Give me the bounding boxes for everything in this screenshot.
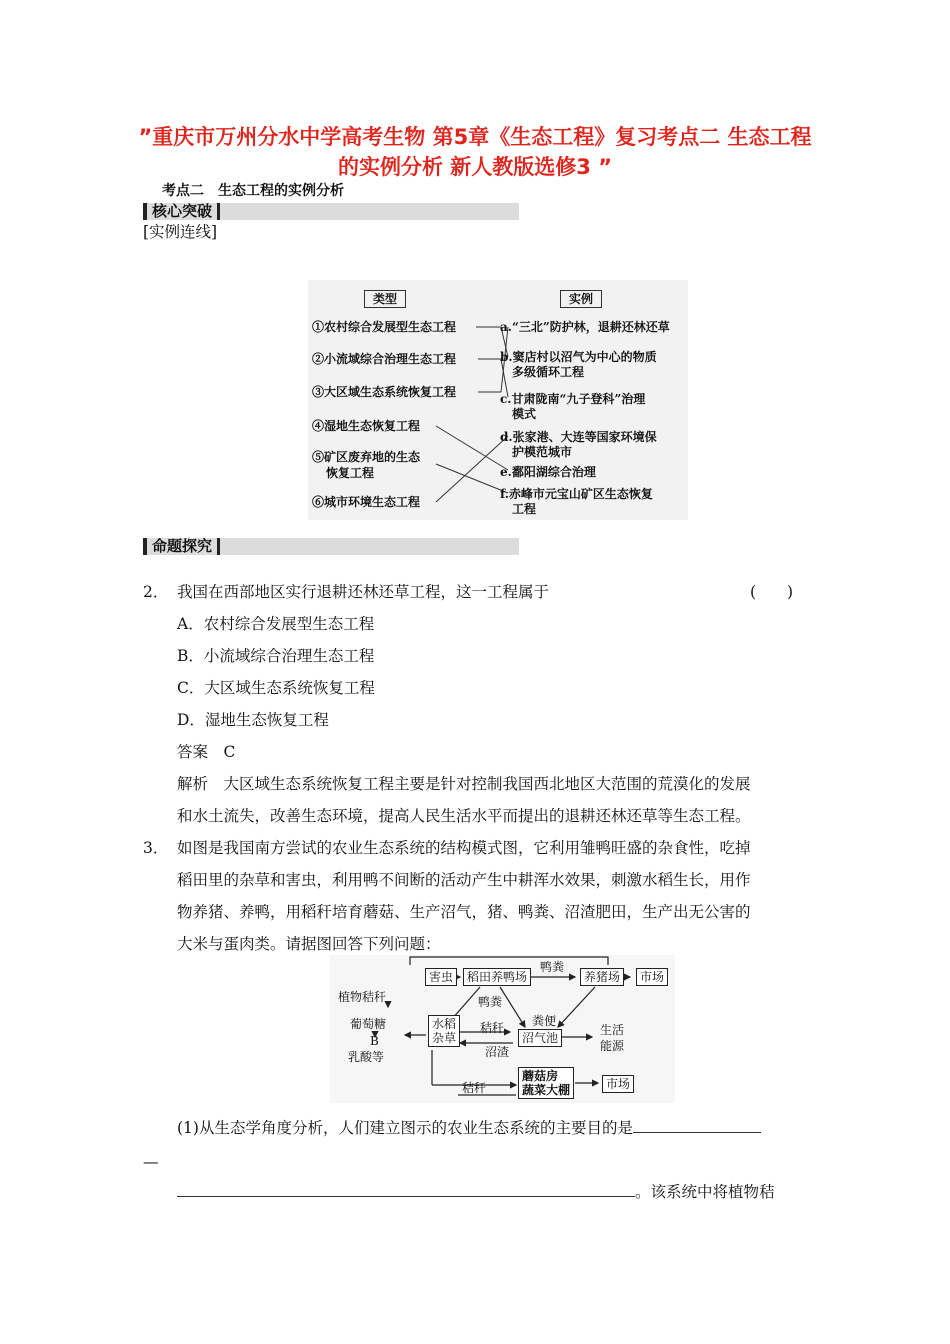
type-item: ④湿地生态恢复工程 — [312, 419, 421, 433]
rice-label: 水稻 — [432, 1017, 457, 1031]
node-glucose: 葡萄糖 — [350, 1017, 387, 1031]
option-c: C．大区域生态系统恢复工程 — [177, 679, 375, 697]
question-line: 大米与蛋肉类。请据图回答下列问题： — [177, 935, 441, 953]
answer-blank[interactable] — [633, 1132, 761, 1133]
type-item: ②小流域综合治理生态工程 — [312, 352, 457, 366]
question-line: 稻田里的杂草和害虫，利用鸭不间断的活动产生中耕浑水效果，刺激水稻生长，用作 — [177, 871, 751, 889]
section-bar-core — [143, 203, 519, 220]
example-item: 工程 — [512, 502, 537, 516]
option-a: A．农村综合发展型生态工程 — [177, 615, 375, 633]
matching-diagram — [308, 280, 688, 520]
answer: 答案 C — [177, 743, 236, 761]
section-title: 核心突破 — [152, 202, 213, 220]
node-rice-weeds — [428, 1015, 460, 1047]
section-title: 命题探究 — [152, 537, 213, 555]
node-energy: 能源 — [600, 1039, 625, 1053]
example-item: 模式 — [512, 407, 537, 421]
question-number: 2． — [143, 583, 169, 601]
example-item: 护模范城市 — [512, 445, 573, 459]
edge-label: 鸭粪 — [540, 960, 565, 974]
sub-question-tail: 。该系统中将植物秸 — [635, 1183, 775, 1201]
edge-label: 秸秆 — [480, 1021, 505, 1035]
ecosystem-diagram — [330, 955, 675, 1103]
weeds-label: 杂草 — [432, 1031, 457, 1045]
document-title: ”重庆市万州分水中学高考生物 第5章《生态工程》复习考点二 生态工程的实例分析 新人教版选修3 ” — [138, 125, 812, 179]
edge-label: 秸秆 — [462, 1081, 487, 1095]
greenhouse-label: 蔬菜大棚 — [522, 1083, 571, 1097]
question-line: 如图是我国南方尝试的农业生态系统的结构模式图，它利用雏鸭旺盛的杂食性，吃掉 — [177, 839, 751, 857]
type-item: ①农村综合发展型生态工程 — [312, 320, 457, 334]
node-paddy-duck-farm: 稻田养鸭场 — [463, 968, 531, 986]
bar-marker — [217, 203, 220, 220]
example-item: c.甘肃陇南“九子登科”治理 — [500, 392, 646, 406]
node-market: 市场 — [636, 968, 668, 986]
question-line: 物养猪、养鸭，用稻秆培育蘑菇、生产沼气，猪、鸭粪、沼渣肥田，生产出无公害的 — [177, 903, 751, 921]
bar-marker — [143, 203, 147, 220]
example-item: d.张家港、大连等国家环境保 — [500, 430, 657, 444]
edge-label: 粪便 — [532, 1014, 557, 1028]
label-b: B — [370, 1034, 379, 1048]
type-item: ③大区域生态系统恢复工程 — [312, 385, 457, 399]
node-lactic-acid: 乳酸等 — [348, 1050, 385, 1064]
example-item: e.鄱阳湖综合治理 — [500, 465, 596, 479]
option-b: B．小流域综合治理生态工程 — [177, 647, 375, 665]
analysis-line: 解析 大区域生态系统恢复工程主要是针对控制我国西北地区大范围的荒漠化的发展 — [177, 775, 751, 793]
node-pig-farm: 养猪场 — [580, 968, 624, 986]
question-stem: 我国在西部地区实行退耕还林还草工程，这一工程属于 — [177, 583, 550, 601]
bar-marker — [217, 538, 220, 555]
edge-label: 沼渣 — [485, 1045, 510, 1059]
mushroom-label: 蘑菇房 — [522, 1069, 559, 1083]
question-number: 3． — [143, 839, 169, 857]
node-energy: 生活 — [600, 1023, 625, 1037]
type-item: ⑥城市环境生态工程 — [312, 495, 421, 509]
section-bar-exploration — [143, 538, 519, 555]
example-item: f.赤峰市元宝山矿区生态恢复 — [500, 487, 653, 501]
node-mushroom-greenhouse — [518, 1067, 574, 1099]
topic-heading: 考点二 生态工程的实例分析 — [162, 183, 344, 199]
example-item: a.“三北”防护林，退耕还林还草 — [500, 320, 670, 334]
dash: — — [143, 1153, 159, 1171]
edge-label: 鸭粪 — [478, 995, 503, 1009]
type-item: 恢复工程 — [326, 466, 375, 480]
answer-paren: ( ) — [750, 583, 794, 601]
sub-question-text: (1)从生态学角度分析，人们建立图示的农业生态系统的主要目的是 — [177, 1119, 633, 1137]
bar-marker — [143, 538, 147, 555]
sub-question-cont — [177, 1182, 775, 1202]
analysis-line: 和水土流失，改善生态环境，提高人民生活水平而提出的退耕还林还草等生态工程。 — [177, 807, 751, 825]
example-item: b.窦店村以沼气为中心的物质 — [500, 350, 657, 364]
type-header: 类型 — [364, 290, 406, 308]
example-item: 多级循环工程 — [512, 365, 585, 379]
answer-blank[interactable] — [177, 1196, 635, 1197]
node-biogas-pit: 沼气池 — [518, 1029, 562, 1047]
example-header: 实例 — [560, 290, 602, 308]
type-item: ⑤矿区废弃地的生态 — [312, 450, 421, 464]
node-pests: 害虫 — [425, 968, 457, 986]
option-d: D．湿地生态恢复工程 — [177, 711, 329, 729]
lianxian-label: [实例连线] — [143, 223, 218, 241]
node-straw: 植物秸秆 — [338, 990, 387, 1004]
sub-question — [177, 1118, 761, 1138]
node-market: 市场 — [602, 1075, 634, 1093]
